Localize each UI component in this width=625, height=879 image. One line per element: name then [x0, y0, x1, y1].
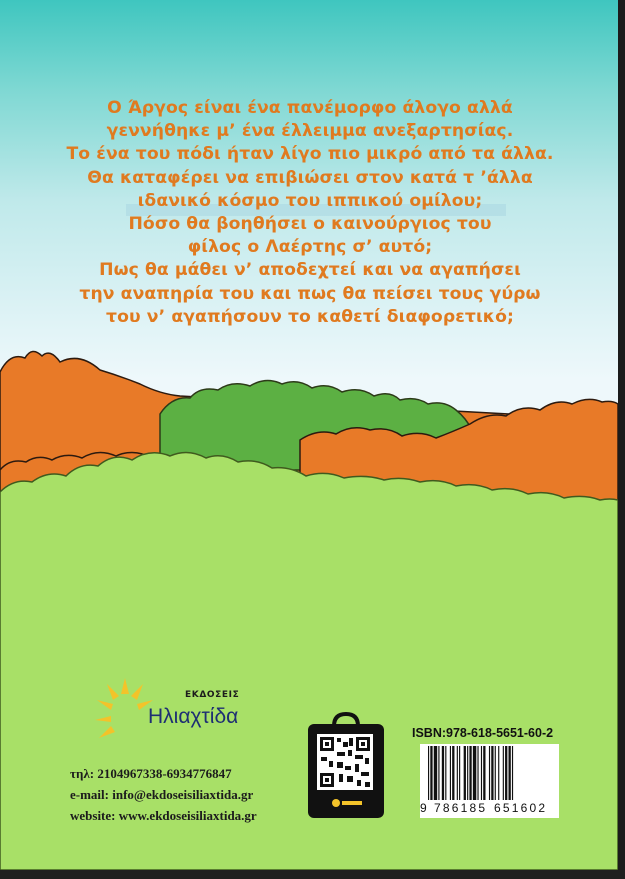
barcode-bar: [464, 746, 466, 800]
email-text: e-mail: info@ekdoseisiliaxtida.gr: [70, 787, 254, 802]
barcode-bar: [477, 746, 478, 800]
barcode-digits: [420, 801, 559, 817]
blurb-line: Θα καταφέρει να επιβιώσει στον κατά τ ’άλλα: [87, 167, 533, 188]
blurb-line: γεννήθηκε μ’ ένα έλλειμμα ανεξαρτησίας.: [106, 121, 514, 142]
publisher-contact: [70, 763, 290, 826]
blurb-line: Ο Άργος είναι ένα πανέμορφο άλογο αλλά: [107, 98, 513, 118]
blurb-line: Πόσο θα βοηθήσει ο καινούργιος του: [128, 214, 492, 235]
barcode-bar: [438, 746, 439, 800]
barcode-bar: [483, 746, 485, 800]
page-edge-bottom: [0, 870, 625, 879]
barcode-icon: [420, 744, 559, 800]
barcode-bar: [428, 746, 429, 800]
barcode-bar: [442, 746, 444, 800]
barcode-digits-right: 651602: [494, 801, 548, 815]
website-text: website: www.ekdoseisiliaxtida.gr: [70, 808, 257, 823]
barcode-bar: [434, 746, 437, 800]
barcode-bar: [467, 746, 468, 800]
barcode-bar: [481, 746, 482, 800]
barcode-bar: [509, 746, 511, 800]
barcode-bar: [445, 746, 446, 800]
blurb-line: Το ένα του πόδι ήταν λίγο πιο μικρό από τα άλλα.: [66, 144, 554, 165]
isbn-label: ISBN:978-618-5651-60-2: [412, 726, 554, 740]
blurb-line: του ν’ αγαπήσουν το καθετί διαφορετικό;: [106, 306, 514, 327]
barcode-bar: [495, 746, 496, 800]
blurb-line: φίλος ο Λαέρτης σ’ αυτό;: [187, 237, 433, 258]
barcode-bar: [469, 746, 471, 800]
barcode-bar: [430, 746, 432, 800]
barcode-bar: [450, 746, 451, 800]
barcode-bar: [489, 746, 490, 800]
barcode-bar: [503, 746, 504, 800]
publisher-name: Ηλιαχτίδα: [148, 705, 239, 728]
blurb-text: [60, 97, 560, 329]
barcode-bar: [491, 746, 493, 800]
shopping-bag-qr-icon: [307, 712, 385, 820]
blurb-line: την αναπηρία του και πως θα πείσει τους γύρω: [79, 283, 541, 304]
barcode-bar: [473, 746, 476, 800]
blurb-line: ιδανικό κόσμο του ιππικού ομίλου;: [137, 190, 483, 211]
barcode-bar: [505, 746, 507, 800]
publisher-tagline: ΕΚΔΟΣΕΙΣ: [185, 690, 240, 700]
page-edge-right: [618, 0, 625, 879]
barcode-bar: [457, 746, 458, 800]
barcode-bar: [512, 746, 513, 800]
barcode-digits-left: 786185: [434, 801, 488, 815]
phone-text: τηλ: 2104967338-6934776847: [70, 766, 232, 781]
barcode-bar: [459, 746, 460, 800]
barcode: [420, 744, 559, 818]
barcode-bar: [452, 746, 454, 800]
barcode-bar: [498, 746, 499, 800]
blurb-line: Πως θα μάθει ν’ αποδεχτεί και να αγαπήσει: [99, 260, 521, 281]
barcode-digit-first: 9: [420, 801, 427, 815]
